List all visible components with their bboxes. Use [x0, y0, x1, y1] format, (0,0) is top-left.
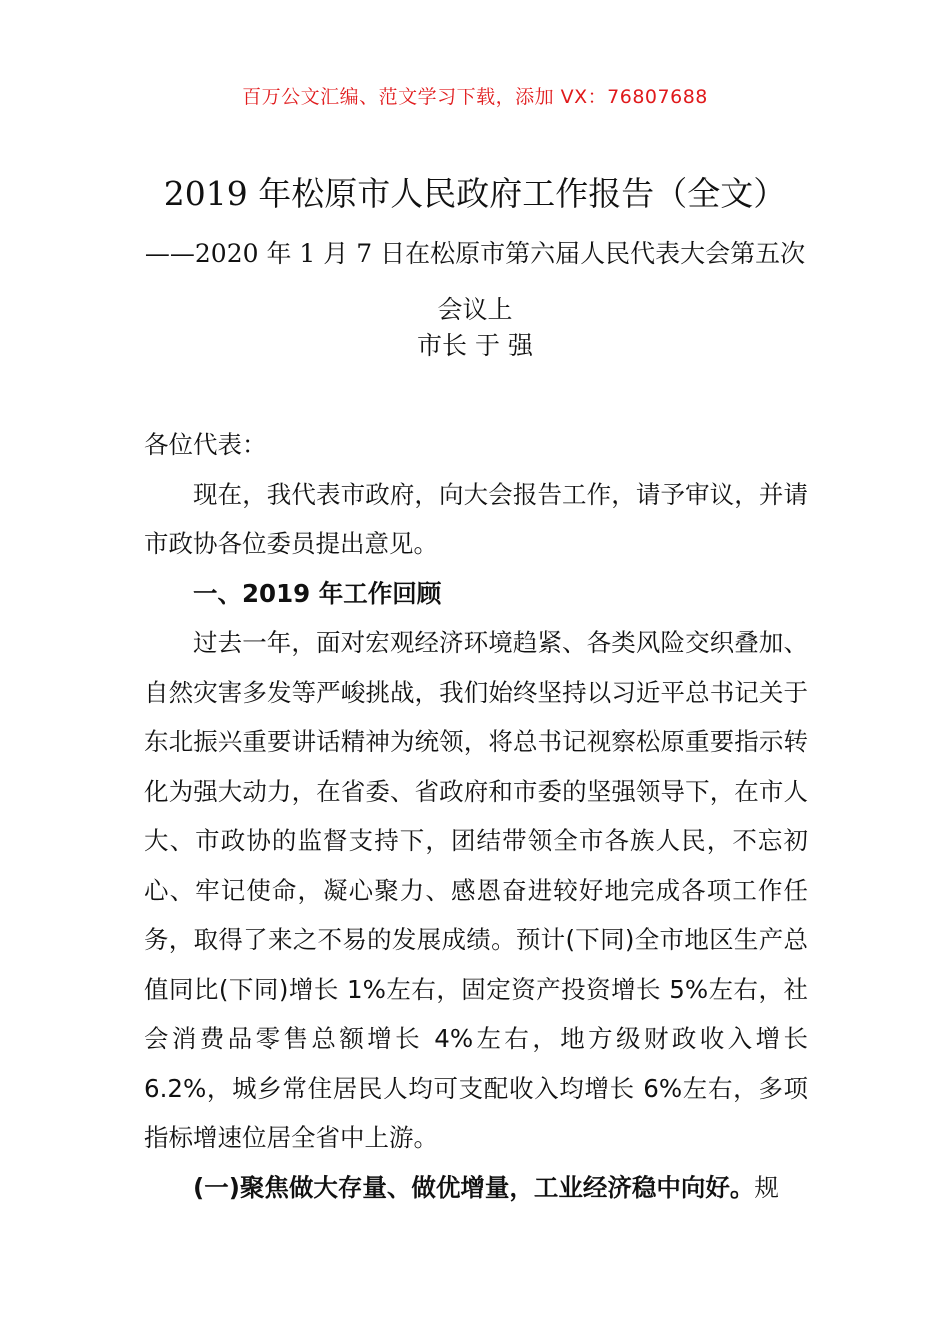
document-author: 市长 于 强	[417, 331, 533, 360]
paragraph-industry-lead: (一)聚焦做大存量、做优增量，工业经济稳中向好。	[193, 1172, 755, 1202]
salutation: 各位代表：	[144, 430, 267, 459]
section-heading: 一、2019 年工作回顾	[193, 578, 442, 608]
watermark-banner: 百万公文汇编、范文学习下载，添加 VX：76807688	[242, 86, 708, 108]
paragraph-intro: 现在，我代表市政府，向大会报告工作，请予审议，并请市政协各位委员提出意见。	[144, 479, 808, 558]
paragraph-industry-rest: 规	[754, 1172, 779, 1202]
paragraph-industry	[144, 1163, 808, 1213]
paragraph-review: 过去一年，面对宏观经济环境趋紧、各类风险交织叠加、自然灾害多发等严峻挑战，我们始终坚持以习近平总书记关于东北振兴重要讲话精神为统领，将总书记视察松原重要指示转化为强大动力，在省委、省政府和市委的坚强领导下，在市人大、市政协的监督支持下，团结带领全市各族人民，不忘初心、牢记使命，凝心聚力、感恩奋进较好地完成各项工作任务，取得了来之不易的发展成绩。预计(下同)全市地区生产总值同比(下同)增长 1%左右，固定资产投资增长 5%左右，社会消费品零售总额增长 4%左右，地方级财政收入增长 6.2%，城乡常住居民人均可支配收入均增长 6%左右，多项指标增速位居全省中上游。	[144, 628, 808, 1152]
document-body	[144, 420, 808, 1212]
document-title: 2019 年松原市人民政府工作报告（全文）	[163, 174, 787, 213]
document-subtitle: ——2020 年 1 月 7 日在松原市第六届人民代表大会第五次会议上	[144, 239, 806, 324]
